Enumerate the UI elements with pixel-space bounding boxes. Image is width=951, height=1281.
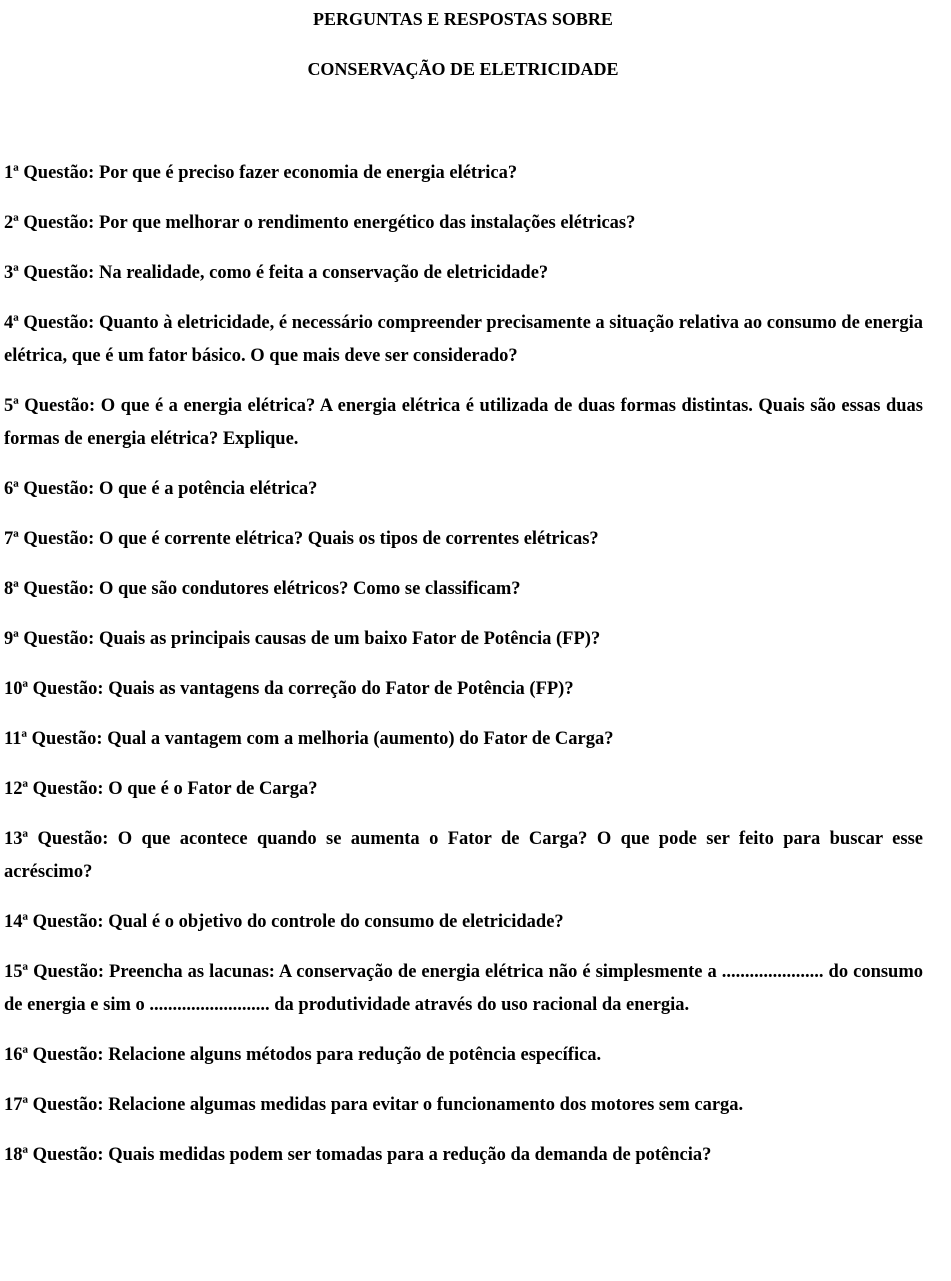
question-text: Relacione algumas medidas para evitar o funcionamento dos motores sem carga. xyxy=(108,1095,744,1115)
question-label: 5ª Questão: xyxy=(4,396,96,416)
question-text: Por que é preciso fazer economia de energia elétrica? xyxy=(98,163,518,183)
question-10 xyxy=(4,673,923,706)
question-6 xyxy=(4,473,923,506)
question-14 xyxy=(4,906,923,939)
question-text: O que é a potência elétrica? xyxy=(98,479,318,499)
question-text: Relacione alguns métodos para redução de potência específica. xyxy=(108,1045,602,1065)
question-text: O que são condutores elétricos? Como se classificam? xyxy=(98,579,521,599)
question-2 xyxy=(4,207,923,240)
question-4 xyxy=(4,307,923,373)
question-text: Quanto à eletricidade, é necessário compreender precisamente a situação relativa ao consumo de energia elétrica, que é um fator básico. O que mais deve ser considerado? xyxy=(4,313,923,366)
question-label: 10ª Questão: xyxy=(4,679,104,699)
question-3 xyxy=(4,257,923,290)
question-label: 18ª Questão: xyxy=(4,1145,104,1165)
question-text: Quais as vantagens da correção do Fator de Potência (FP)? xyxy=(108,679,574,699)
question-label: 9ª Questão: xyxy=(4,629,95,649)
document-title xyxy=(0,8,926,80)
question-1 xyxy=(4,157,923,190)
question-label: 11ª Questão: xyxy=(4,729,103,749)
question-label: 17ª Questão: xyxy=(4,1095,104,1115)
question-12 xyxy=(4,773,923,806)
question-label: 13ª Questão: xyxy=(4,829,109,849)
question-18 xyxy=(4,1139,923,1172)
question-label: 16ª Questão: xyxy=(4,1045,104,1065)
question-text: Na realidade, como é feita a conservação de eletricidade? xyxy=(98,263,549,283)
question-text: Por que melhorar o rendimento energético das instalações elétricas? xyxy=(98,213,636,233)
question-5 xyxy=(4,390,923,456)
question-label: 14ª Questão: xyxy=(4,912,104,932)
question-label: 15ª Questão: xyxy=(4,962,104,982)
question-list xyxy=(4,157,923,1189)
question-text: O que é a energia elétrica? A energia elétrica é utilizada de duas formas distintas. Quais são essas duas formas de energia elétrica? Explique. xyxy=(4,396,924,449)
question-label: 2ª Questão: xyxy=(4,213,95,233)
question-text: Qual a vantagem com a melhoria (aumento) do Fator de Carga? xyxy=(107,729,614,749)
question-11 xyxy=(4,723,923,756)
title-line-1: PERGUNTAS E RESPOSTAS SOBRE xyxy=(313,9,613,29)
question-label: 6ª Questão: xyxy=(4,479,95,499)
question-text: Quais as principais causas de um baixo Fator de Potência (FP)? xyxy=(98,629,601,649)
question-text: O que é o Fator de Carga? xyxy=(108,779,318,799)
question-text: O que acontece quando se aumenta o Fator de Carga? O que pode ser feito para buscar esse acréscimo? xyxy=(4,829,923,882)
question-label: 8ª Questão: xyxy=(4,579,95,599)
question-label: 7ª Questão: xyxy=(4,529,95,549)
question-text: Qual é o objetivo do controle do consumo de eletricidade? xyxy=(108,912,564,932)
question-text: Quais medidas podem ser tomadas para a redução da demanda de potência? xyxy=(108,1145,712,1165)
question-label: 1ª Questão: xyxy=(4,163,95,183)
question-15 xyxy=(4,956,923,1022)
question-9 xyxy=(4,623,923,656)
question-13 xyxy=(4,823,923,889)
question-label: 4ª Questão: xyxy=(4,313,95,333)
title-line-2: CONSERVAÇÃO DE ELETRICIDADE xyxy=(307,59,619,79)
question-7 xyxy=(4,523,923,556)
question-text: Preencha as lacunas: A conservação de energia elétrica não é simplesmente a ...................... do consumo de energia e sim o .......................... da produtividade através do uso racional da energia. xyxy=(4,962,924,1015)
question-label: 12ª Questão: xyxy=(4,779,104,799)
question-16 xyxy=(4,1039,923,1072)
question-8 xyxy=(4,573,923,606)
question-text: O que é corrente elétrica? Quais os tipos de correntes elétricas? xyxy=(98,529,599,549)
question-label: 3ª Questão: xyxy=(4,263,95,283)
question-17 xyxy=(4,1089,923,1122)
